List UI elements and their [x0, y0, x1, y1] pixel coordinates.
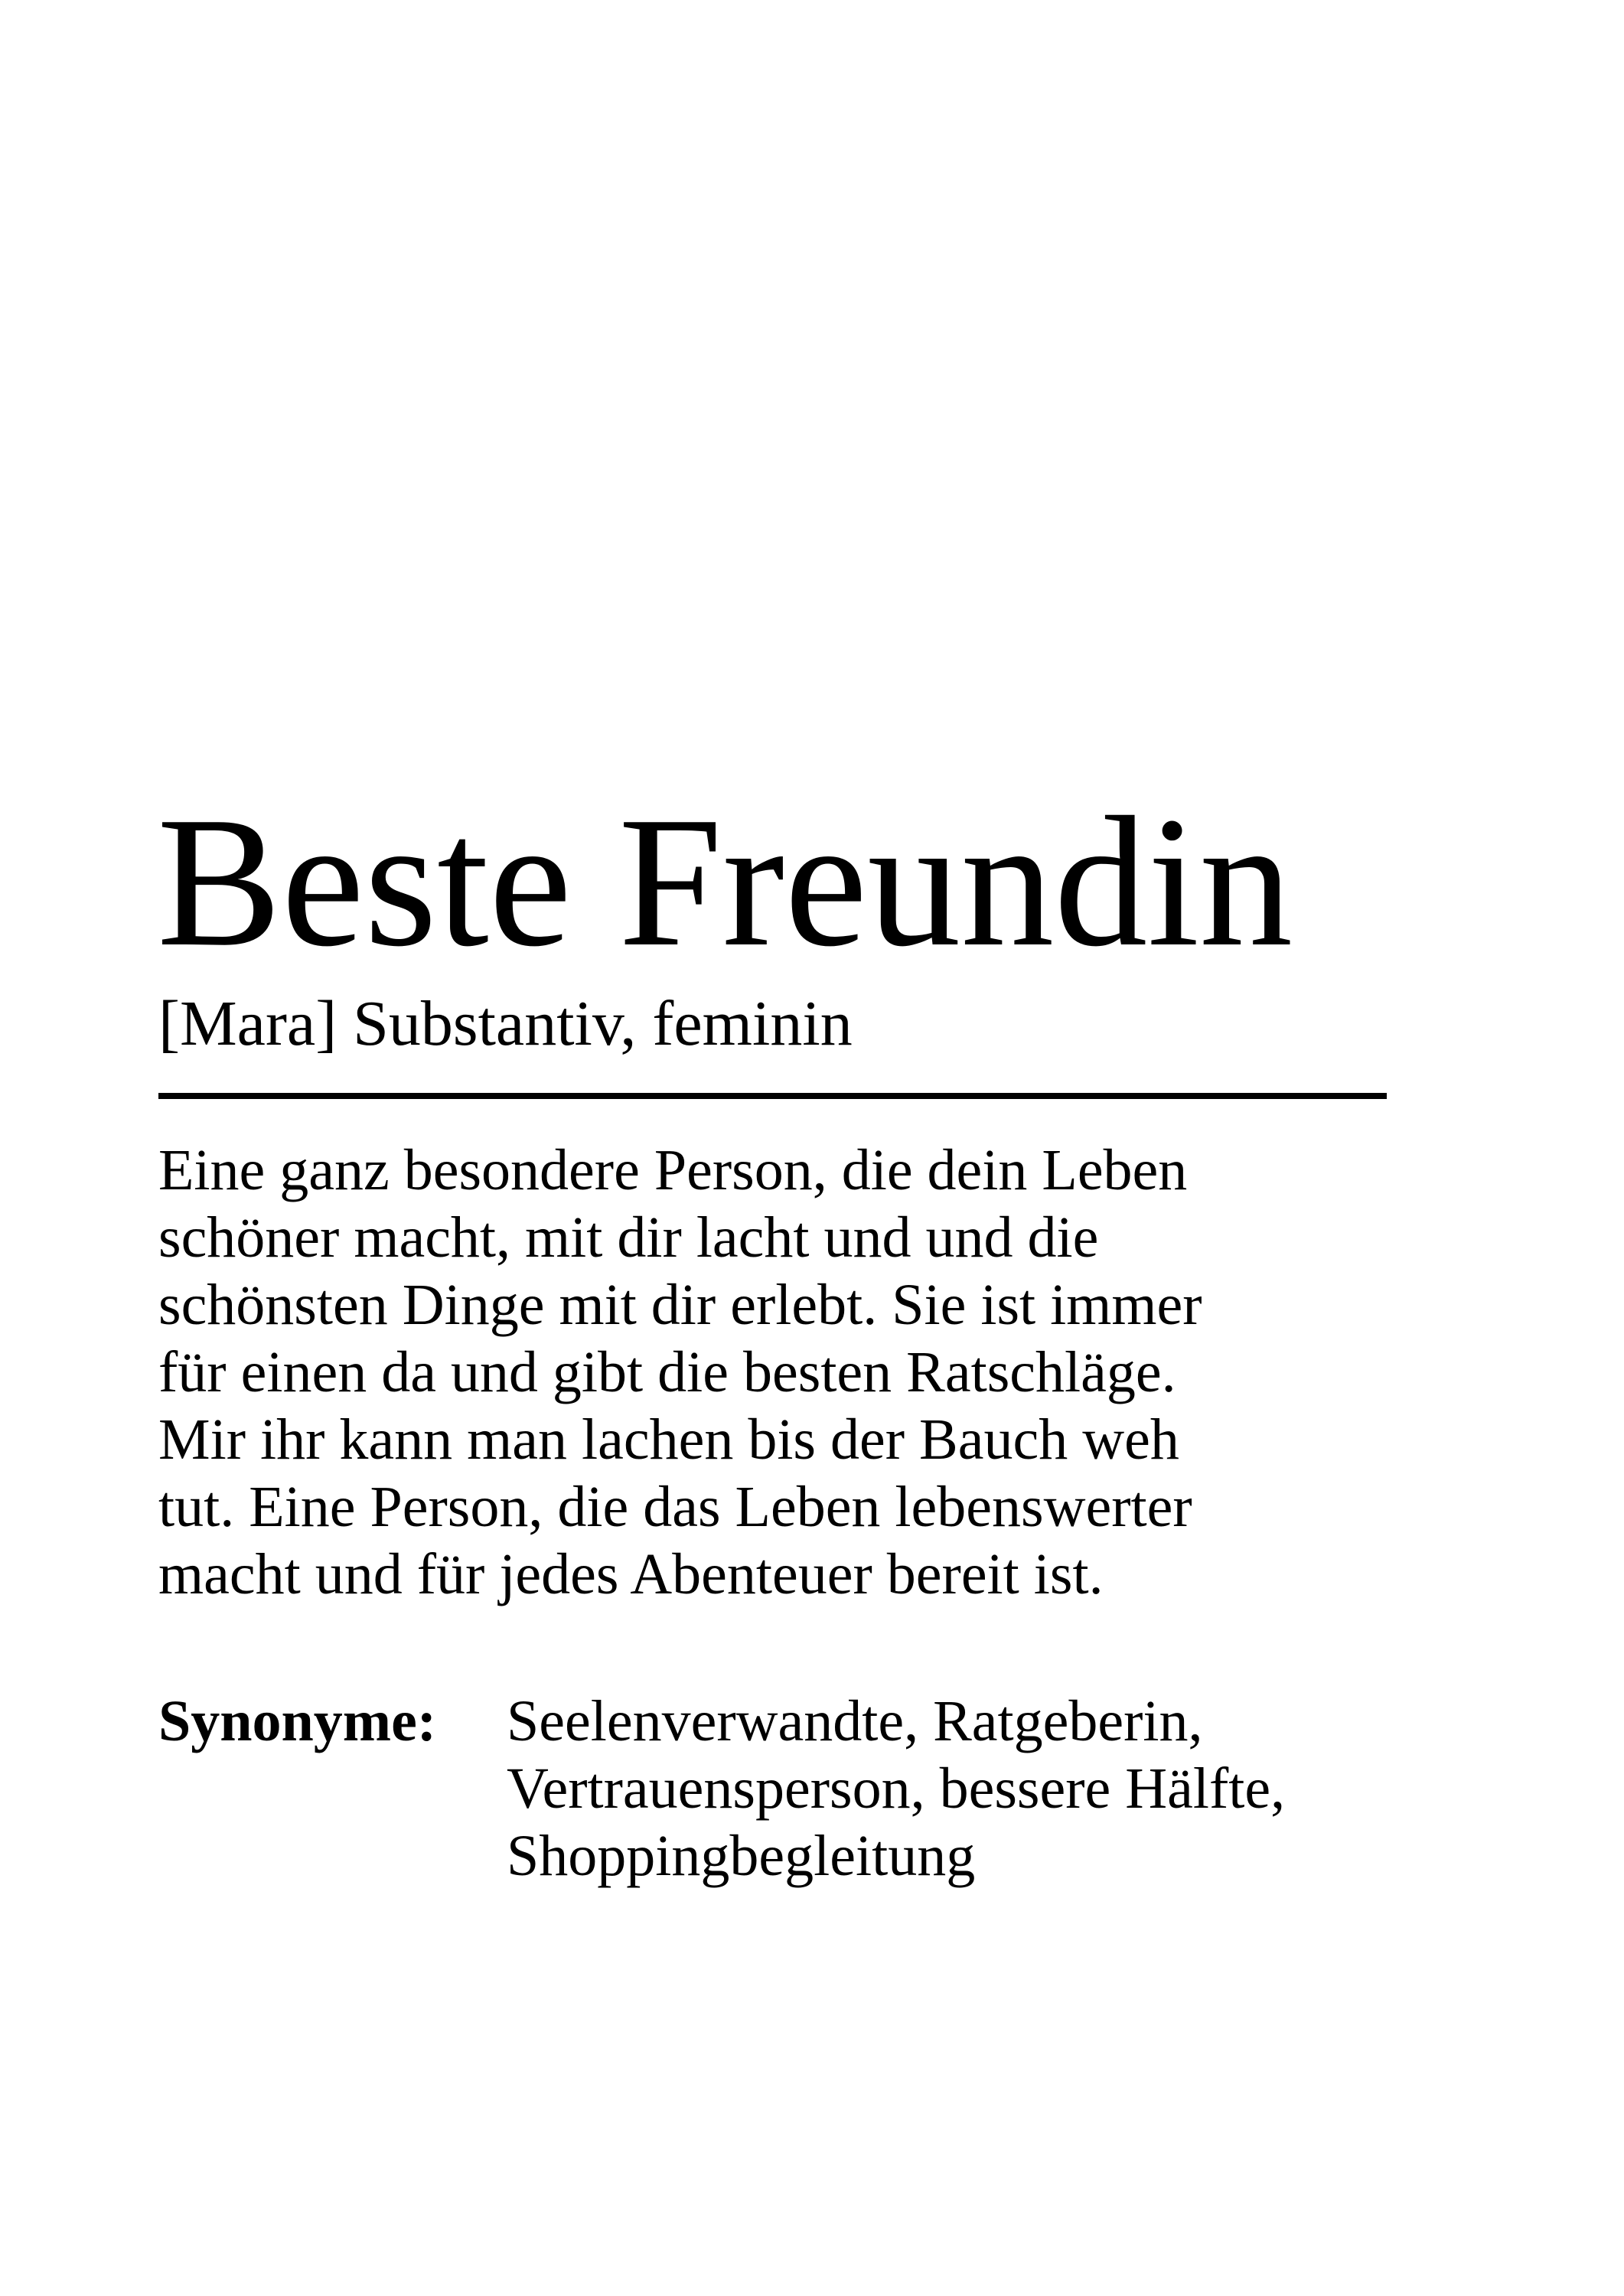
definition-text — [158, 1137, 1459, 1608]
entry-subtitle: [Mara] Substantiv, feminin — [158, 988, 853, 1059]
synonyms-label: Synonyme: — [158, 1689, 437, 1753]
definition-line: Eine ganz besondere Person, die dein Leben — [158, 1138, 1188, 1202]
synonyms-list — [507, 1688, 1285, 1890]
definition-line: schönsten Dinge mit dir erlebt. Sie ist immer — [158, 1273, 1202, 1337]
definition-line: Mir ihr kann man lachen bis der Bauch weh — [158, 1407, 1179, 1472]
synonyms-line: Seelenverwandte, Ratgeberin, — [507, 1689, 1203, 1753]
divider-line — [158, 1093, 1387, 1099]
definition-line: für einen da und gibt die besten Ratschläge. — [158, 1340, 1176, 1404]
definition-line: schöner macht, mit dir lacht und und die — [158, 1205, 1099, 1270]
synonyms-line: Shoppingbegleitung — [507, 1824, 976, 1888]
definition-line: macht und für jedes Abenteuer bereit ist. — [158, 1542, 1104, 1606]
definition-line: tut. Eine Person, die das Leben lebenswerter — [158, 1475, 1192, 1539]
synonyms-line: Vertrauensperson, bessere Hälfte, — [507, 1756, 1286, 1821]
entry-title: Beste Freundin — [157, 778, 1293, 985]
